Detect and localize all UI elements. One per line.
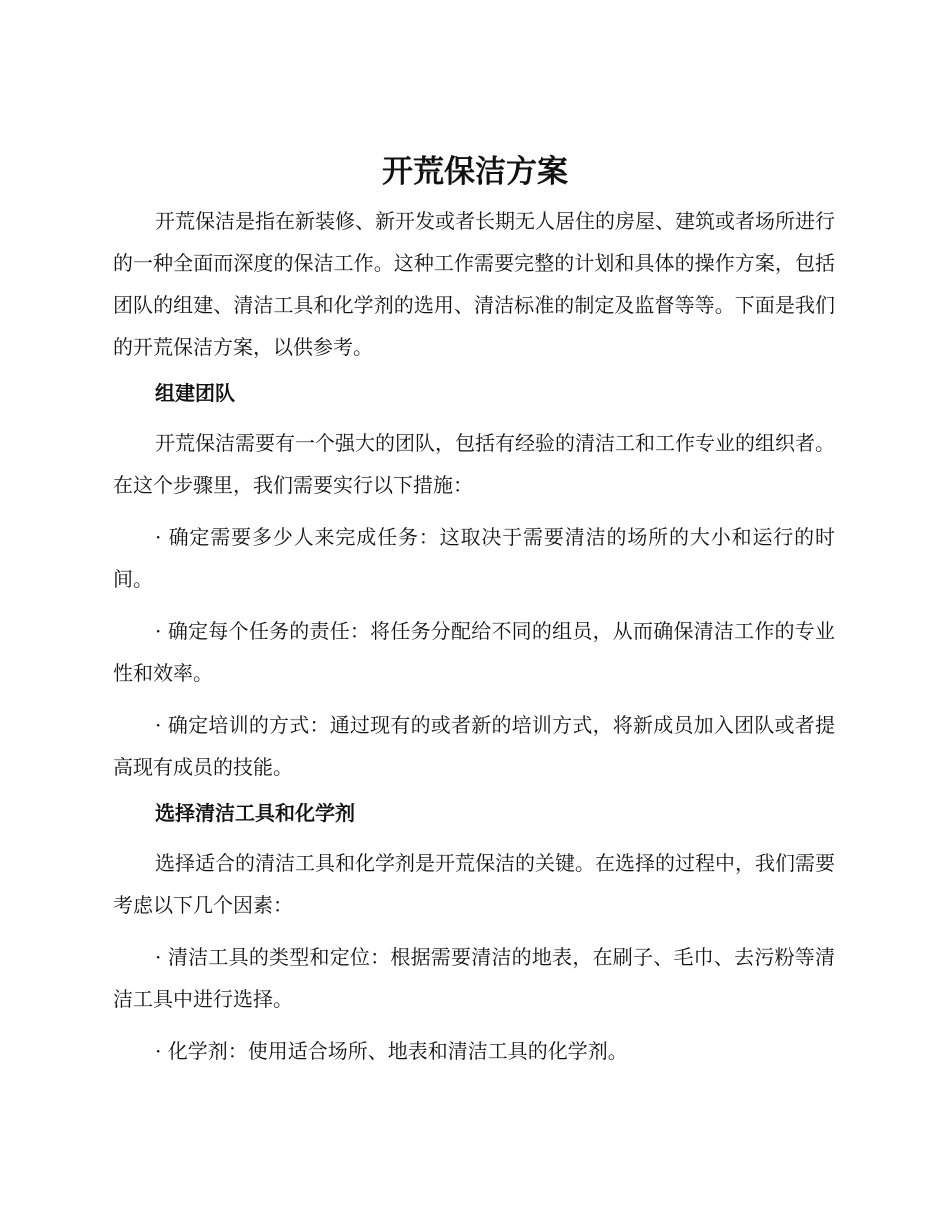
bullet-item: · 确定每个任务的责任：将任务分配给不同的组员，从而确保清洁工作的专业性和效率。 [113, 619, 835, 685]
section-heading: 组建团队 [155, 381, 235, 405]
bullet-item: · 确定培训的方式：通过现有的或者新的培训方式，将新成员加入团队或者提高现有成员的技能。 [113, 713, 835, 779]
section-intro: 选择适合的清洁工具和化学剂是开荒保洁的关键。在选择的过程中，我们需要考虑以下几个因素： [113, 851, 835, 917]
document-body [113, 200, 835, 1082]
bullet-item: · 清洁工具的类型和定位：根据需要清洁的地表，在刷子、毛巾、去污粉等清洁工具中进行选择。 [113, 945, 835, 1011]
document-title: 开荒保洁方案 [382, 154, 568, 190]
section-team [113, 378, 835, 788]
bullet-item: · 化学剂：使用适合场所、地表和清洁工具的化学剂。 [155, 1039, 628, 1063]
section-heading: 选择清洁工具和化学剂 [155, 801, 355, 825]
intro-paragraph: 开荒保洁是指在新装修、新开发或者长期无人居住的房屋、建筑或者场所进行的一种全面而深度的保洁工作。这种工作需要完整的计划和具体的操作方案，包括团队的组建、清洁工具和化学剂的选用、清洁标准的制定及监督等等。下面是我们的开荒保洁方案，以供参考。 [113, 209, 835, 359]
section-intro: 开荒保洁需要有一个强大的团队，包括有经验的清洁工和工作专业的组织者。在这个步骤里，我们需要实行以下措施： [113, 431, 835, 497]
bullet-item: · 确定需要多少人来完成任务：这取决于需要清洁的场所的大小和运行的时间。 [113, 525, 835, 591]
section-tools [113, 798, 835, 1072]
